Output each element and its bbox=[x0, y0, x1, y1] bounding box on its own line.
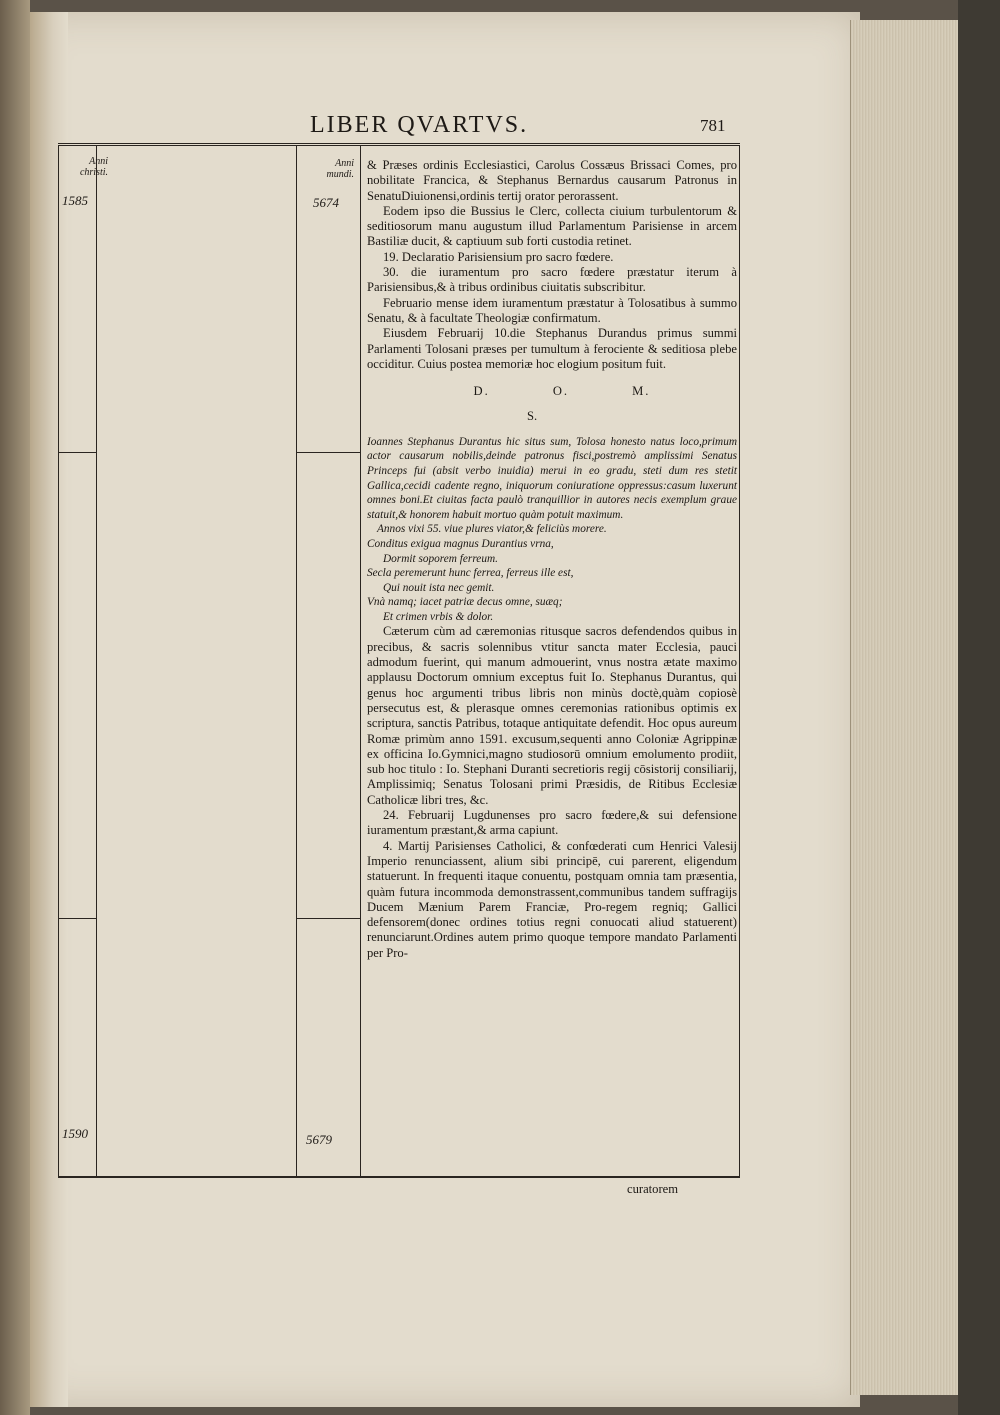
s-heading: S. bbox=[527, 409, 538, 424]
book-cover-edge bbox=[958, 0, 1000, 1415]
paragraph: 30. die iuramentum pro sacro fœdere præstatur iterum à Parisiensibus,& à tribus ordinibus ciuitatis subscribitur. bbox=[367, 265, 737, 295]
tick-rule bbox=[58, 452, 96, 453]
verse-line: Et crimen vrbis & dolor. bbox=[383, 610, 494, 623]
verse-line: Annos vixi 55. viue plures viator,& feliciùs morere. bbox=[377, 523, 607, 536]
epitaph bbox=[367, 435, 737, 523]
footer-rule bbox=[58, 1177, 740, 1178]
column-rule-christi bbox=[96, 145, 97, 1177]
paragraph: 24. Februarij Lugdunenses pro sacro fœdere,& sui defensione iuramentum præstant,& arma capiunt. bbox=[367, 808, 737, 838]
column-rule-middle bbox=[296, 145, 297, 1177]
paragraph: 19. Declaratio Parisiensium pro sacro fœdere. bbox=[383, 249, 614, 264]
tick-rule bbox=[296, 452, 360, 453]
dom-heading bbox=[442, 384, 682, 399]
year-christi: 1585 bbox=[62, 193, 88, 208]
verse-line: Vnà namq; iacet patriæ decus omne, suæq; bbox=[367, 596, 563, 609]
year-mundi: 5679 bbox=[306, 1132, 332, 1147]
page-block-edge bbox=[850, 20, 961, 1395]
catchword: curatorem bbox=[627, 1182, 679, 1196]
dom-letter: D. bbox=[473, 384, 490, 399]
verse-line: Dormit soporem ferreum. bbox=[383, 552, 498, 565]
facing-page-edge bbox=[0, 0, 30, 1415]
verse-line: Qui nouit ista nec gemit. bbox=[383, 581, 495, 594]
paragraph: Eodem ipso die Bussius le Clerc, collecta ciuium turbulentorum & seditiosorum manu augustum illud Parlamentum Parisiense in arcem Bastiliæ ducit, & captiuum sub forti custodia retinet. bbox=[367, 203, 737, 249]
epitaph-text: Ioannes Stephanus Durantus hic situs sum, Tolosa honesto natus loco,primum actor causarum nobilis,deinde patronus fisci,postremò amplissimi Senatus Princeps fui (absit verbo inuidia) merui in eo gradu, steti dum res stetit Gallica,cecidi cadente regno, iniquorum coniuratione oppressus:casum luxerunt omnes boni.Et ciuitas facta paulò tranquillior in autores necis exemplum graue statuit,& honorem habuit mortuo quàm potuit maximum. bbox=[367, 435, 737, 521]
tick-rule bbox=[296, 918, 360, 919]
running-title: LIBER QVARTVS. bbox=[310, 112, 529, 138]
dom-letter: O. bbox=[552, 384, 570, 399]
paragraph: 4. Martij Parisienses Catholici, & confœderati cum Henrici Valesij Imperio renunciassent, alium sibi principē, cui parerent, eligendum statuerunt. In frequenti itaque conuentu, postquam omnia tam præsentia, quàm futura incommoda demonstrassent,communibus tandem suffragijs Ducem Mænium Parem Franciæ, Pro-regem regniq; Gallici defensorem(donec ordines totius regni conuocati aliud statuerent) renunciarunt.Ordines autem primo quoque tempore mandato Parlamenti per Pro- bbox=[367, 838, 737, 960]
tick-rule bbox=[58, 918, 96, 919]
year-mundi: 5674 bbox=[313, 195, 339, 210]
column-rule-mundi bbox=[360, 145, 361, 1177]
verse-block bbox=[367, 522, 737, 624]
verse-line: Secla peremerunt hunc ferrea, ferreus ille est, bbox=[367, 567, 574, 580]
header-rule bbox=[58, 143, 740, 144]
main-text bbox=[367, 158, 737, 961]
paragraph: & Præses ordinis Ecclesiastici, Carolus Cossæus Brissaci Comes, pro nobilitate Francica, & Stephanus Bernardus causarum Patronus in SenatuDiuionensi,ordinis tertij orator perorassent. bbox=[367, 158, 737, 203]
verse-line: Conditus exigua magnus Durantius vrna, bbox=[367, 537, 554, 550]
year-christi: 1590 bbox=[62, 1126, 88, 1141]
page-number: 781 bbox=[700, 116, 726, 135]
paragraph: Eiusdem Februarij 10.die Stephanus Durandus primus summi Parlamenti Tolosani præses per tumultum à ferociente & seditiosa plebe occiditur. Cuius postea memoriæ hoc elogium positum fuit. bbox=[367, 326, 737, 371]
paragraph: Cæterum cùm ad cæremonias ritusque sacros defendendos quibus in precibus, & sacris solennibus vtitur sancta mater Ecclesia, pauci admodum fuerint, qui manum admouerint, vnus nostra ætate maximo applausu Doctorum omnium exceptus fuit Io. Stephanus Durantus, qui genus hoc argumenti tribus libris non minùs doctè,quàm copiosè persecutus est, & plerasque omnes ceremonias rationibus optimis ex scriptura, sanctis Patribus, totaque antiquitate defendit. Hoc opus aureum Romæ primùm anno 1591. excusum,sequenti anno Coloniæ Agrippinæ ex officina Io.Gymnici,magno studiosorū omnium emolumento prodiit, sub hoc titulo : Io. Stephani Duranti secretioris regij cōsistorij consiliarij, Amplissimiq; Senatus Tolosani primi Præsidis, de Ritibus Ecclesiæ Catholicæ libri tres, &c. bbox=[367, 624, 737, 807]
anni-christi-label: Anni christi. bbox=[79, 156, 108, 178]
paragraph: Februario mense idem iuramentum præstatur à Tolosatibus à summo Senatu, & à facultate Theologiæ confirmatum. bbox=[367, 295, 737, 325]
anni-mundi-label: Anni mundi. bbox=[326, 158, 354, 180]
dom-letter: M. bbox=[632, 384, 651, 399]
